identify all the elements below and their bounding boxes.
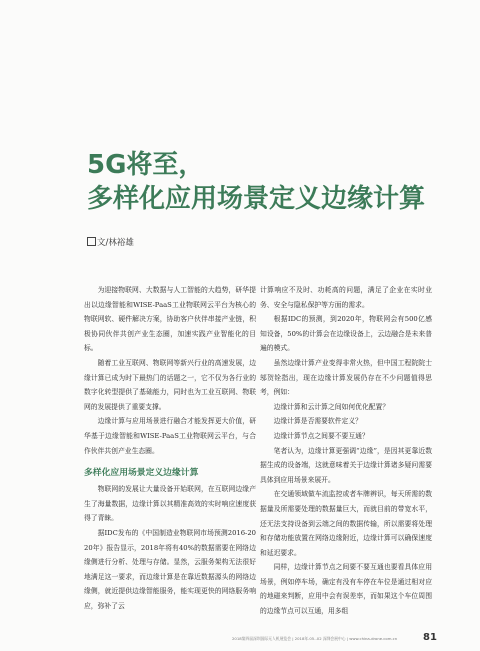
byline-box-icon xyxy=(87,237,96,246)
paragraph: 随着工业互联网、物联网等新兴行业的高速发展，边缘计算已成为时下最热门的话题之一，它不仅为各行业的数字化转型提供了基础能力，同时也为工业互联网、物联网的发展提供了重要支撑。 xyxy=(84,358,256,411)
paragraph: 虽然边缘计算产业变得非常火热，但中国工程院院士邬贺铨指出，现在边缘计算发展仍存在不少问题值得思考，例如： xyxy=(260,358,432,397)
paragraph: 据IDC发布的《中国制造业物联网市场预测2016-2020年》报告显示，2018年将有40%的数据需要在网络边缘侧进行分析、处理与存储。显然，云服务架构无法很好地满足这一要求，而边缘计算是在靠近数据源头的网络边缘侧，就近提供边缘智能服务，能实现更快的网络服务响应，弥补了云 xyxy=(84,528,256,610)
paragraph: 边缘计算与应用场景进行融合才能发挥更大价值，研华基于边缘智能和WISE-PaaS工业物联网云平台，与合作伙伴共创产业生态圈。 xyxy=(84,417,256,455)
left-column xyxy=(84,283,256,613)
page-footer: 2018第四届深圳国际无人机展览会 | 2018年.05-.02 深圳会展中心 | www.china-drone.com.cn xyxy=(232,636,398,641)
paragraph: 在交通领域做车流监控或者车牌辨识，每天所需的数据量及所需要处理的数据量巨大，而就目前的带宽水平，还无法支持设备到云端之间的数据传输，所以需要将处理和存储功能放置在网络边缘附近，边缘计算可以确保速度和延迟要求。 xyxy=(260,490,432,557)
page-number: 81 xyxy=(423,632,437,643)
paragraph: 笔者认为，边缘计算更强调“边缘”，是因其更靠近数据生成的设备端，这就意味着关于边缘计算诸多疑问需要具体到应用场景来展开。 xyxy=(260,446,432,484)
question-item: 边缘计算和云计算之间如何优化配置？ xyxy=(273,402,390,411)
byline xyxy=(87,236,134,248)
title-line-1: 5G将至， xyxy=(87,150,205,180)
article-title xyxy=(87,148,447,216)
paragraph: 同样，边缘计算节点之间要不要互通也要看具体应用场景，例如停车场，确定有没有车停在车位是通过相对应的地磁来判断，应用中会有误差率，而如果这个车位周围的边缘节点可以互通，用多组 xyxy=(260,563,432,616)
section-heading: 多样化应用场景定义边缘计算 xyxy=(84,468,199,479)
paragraph: 为迎接物联网、大数据与人工智能的大趋势，研华提出以边缘智能和WISE-PaaS工业物联网云平台为核心的物联网软、硬件解决方案，协助客户伙伴串接产业链，积极协同伙伴共创产业生态圈，加速实践产业智能化的目标。 xyxy=(84,286,256,353)
question-item: 边缘计算节点之间要不要互通？ xyxy=(273,431,369,440)
paragraph: 根据IDC的预测，到2020年，物联网会有500亿感知设备，50%的计算会在边缘设备上，云边融合是未来普遍的模式。 xyxy=(260,315,432,353)
title-line-2: 多样化应用场景定义边缘计算 xyxy=(87,184,426,214)
byline-text: 文/林裕雄 xyxy=(97,238,134,248)
question-item: 边缘计算是否需要软件定义？ xyxy=(273,417,362,426)
paragraph: 物联网的发展让大量设备开始联网，在互联网边缘产生了海量数据，边缘计算以其精准高效的实时响应速度获得了青睐。 xyxy=(84,485,256,523)
right-column xyxy=(260,283,432,619)
paragraph: 计算响应不及时、功耗高的问题，满足了企业在实时业务、安全与隐私保护等方面的需求。 xyxy=(260,286,432,309)
